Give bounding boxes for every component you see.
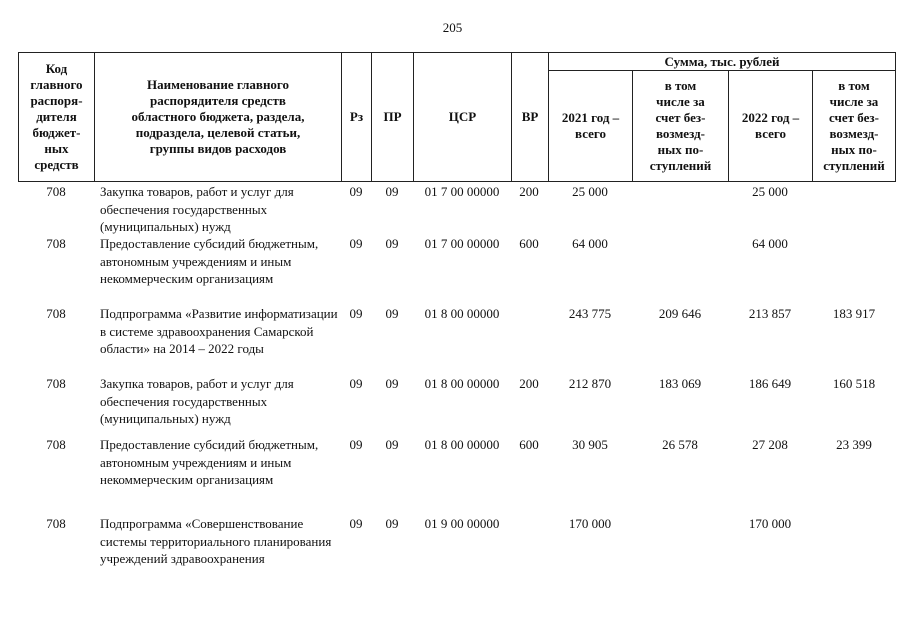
cell-vr: 200 xyxy=(519,184,539,199)
cell-code: 708 xyxy=(46,306,66,321)
cell-2021-total: 243 775 xyxy=(568,306,612,321)
cell-code: 708 xyxy=(46,437,66,452)
header-2021-grants: в том числе за счет без- возмезд- ных по- ступлений xyxy=(649,78,712,173)
cell-code: 708 xyxy=(46,516,66,531)
cell-name: Предоставление субсидий бюджетным, автономным учреждениям и иным некоммерческим организациям xyxy=(100,437,319,487)
cell-2021-total: 170 000 xyxy=(568,516,612,531)
header-pr: ПР xyxy=(383,109,402,124)
cell-2022-grants: 183 917 xyxy=(832,306,876,321)
cell-2022-total: 170 000 xyxy=(748,516,792,531)
header-rz: Рз xyxy=(349,109,364,124)
cell-vr: 600 xyxy=(519,236,539,251)
header-sum: Сумма, тыс. рублей xyxy=(664,53,780,69)
cell-2021-total: 30 905 xyxy=(572,437,608,452)
cell-code: 708 xyxy=(46,236,66,251)
cell-2021-total: 64 000 xyxy=(572,236,608,251)
cell-rz: 09 xyxy=(349,516,363,531)
header-vr: ВР xyxy=(521,109,539,124)
cell-csr: 01 7 00 00000 xyxy=(424,236,500,251)
cell-name: Подпрограмма «Развитие информатизации в системе здравоохранения Самарской области» на 2014 – 2022 годы xyxy=(100,306,338,356)
cell-pr: 09 xyxy=(385,376,399,391)
header-name: Наименование главного распорядителя средств областного бюджета, раздела, подраздела, целевой статьи, группы видов расходов xyxy=(131,77,305,156)
header-code: Код главного распоря- дителя бюджет- ных средств xyxy=(30,61,83,172)
cell-csr: 01 8 00 00000 xyxy=(424,306,500,321)
cell-vr: 200 xyxy=(519,376,539,391)
cell-2022-total: 186 649 xyxy=(748,376,792,391)
cell-2021-grants: 26 578 xyxy=(662,437,698,452)
cell-pr: 09 xyxy=(385,306,399,321)
cell-pr: 09 xyxy=(385,516,399,531)
header-2022-grants: в том числе за счет без- возмезд- ных по- ступлений xyxy=(823,78,885,173)
cell-2022-total: 25 000 xyxy=(752,184,788,199)
cell-rz: 09 xyxy=(349,376,363,391)
cell-2022-total: 213 857 xyxy=(748,306,792,321)
cell-pr: 09 xyxy=(385,236,399,251)
cell-name: Закупка товаров, работ и услуг для обеспечения государственных (муниципальных) нужд xyxy=(100,376,294,426)
header-csr: ЦСР xyxy=(448,109,477,124)
cell-pr: 09 xyxy=(385,184,399,199)
col-border xyxy=(895,52,896,182)
cell-rz: 09 xyxy=(349,437,363,452)
cell-2021-grants: 183 069 xyxy=(658,376,702,391)
cell-rz: 09 xyxy=(349,184,363,199)
cell-csr: 01 9 00 00000 xyxy=(424,516,500,531)
cell-name: Закупка товаров, работ и услуг для обеспечения государственных (муниципальных) нужд xyxy=(100,184,294,234)
cell-pr: 09 xyxy=(385,437,399,452)
cell-csr: 01 7 00 00000 xyxy=(424,184,500,199)
cell-2021-total: 25 000 xyxy=(572,184,608,199)
cell-rz: 09 xyxy=(349,306,363,321)
table-header xyxy=(18,52,896,182)
header-2021-total: 2021 год – всего xyxy=(561,110,620,141)
cell-2022-total: 64 000 xyxy=(752,236,788,251)
cell-2022-grants: 160 518 xyxy=(832,376,876,391)
cell-rz: 09 xyxy=(349,236,363,251)
cell-2022-grants: 23 399 xyxy=(836,437,872,452)
cell-name: Подпрограмма «Совершенствование системы территориального планирования учреждений здравоохранения xyxy=(100,516,332,566)
cell-name: Предоставление субсидий бюджетным, автономным учреждениям и иным некоммерческим организациям xyxy=(100,236,319,286)
page-number: 205 xyxy=(442,20,463,35)
cell-code: 708 xyxy=(46,184,66,199)
cell-vr: 600 xyxy=(519,437,539,452)
cell-csr: 01 8 00 00000 xyxy=(424,437,500,452)
cell-2021-total: 212 870 xyxy=(568,376,612,391)
cell-csr: 01 8 00 00000 xyxy=(424,376,500,391)
cell-code: 708 xyxy=(46,376,66,391)
cell-2022-total: 27 208 xyxy=(752,437,788,452)
header-bottom-border xyxy=(18,181,896,182)
header-2022-total: 2022 год – всего xyxy=(741,110,800,141)
cell-2021-grants: 209 646 xyxy=(658,306,702,321)
